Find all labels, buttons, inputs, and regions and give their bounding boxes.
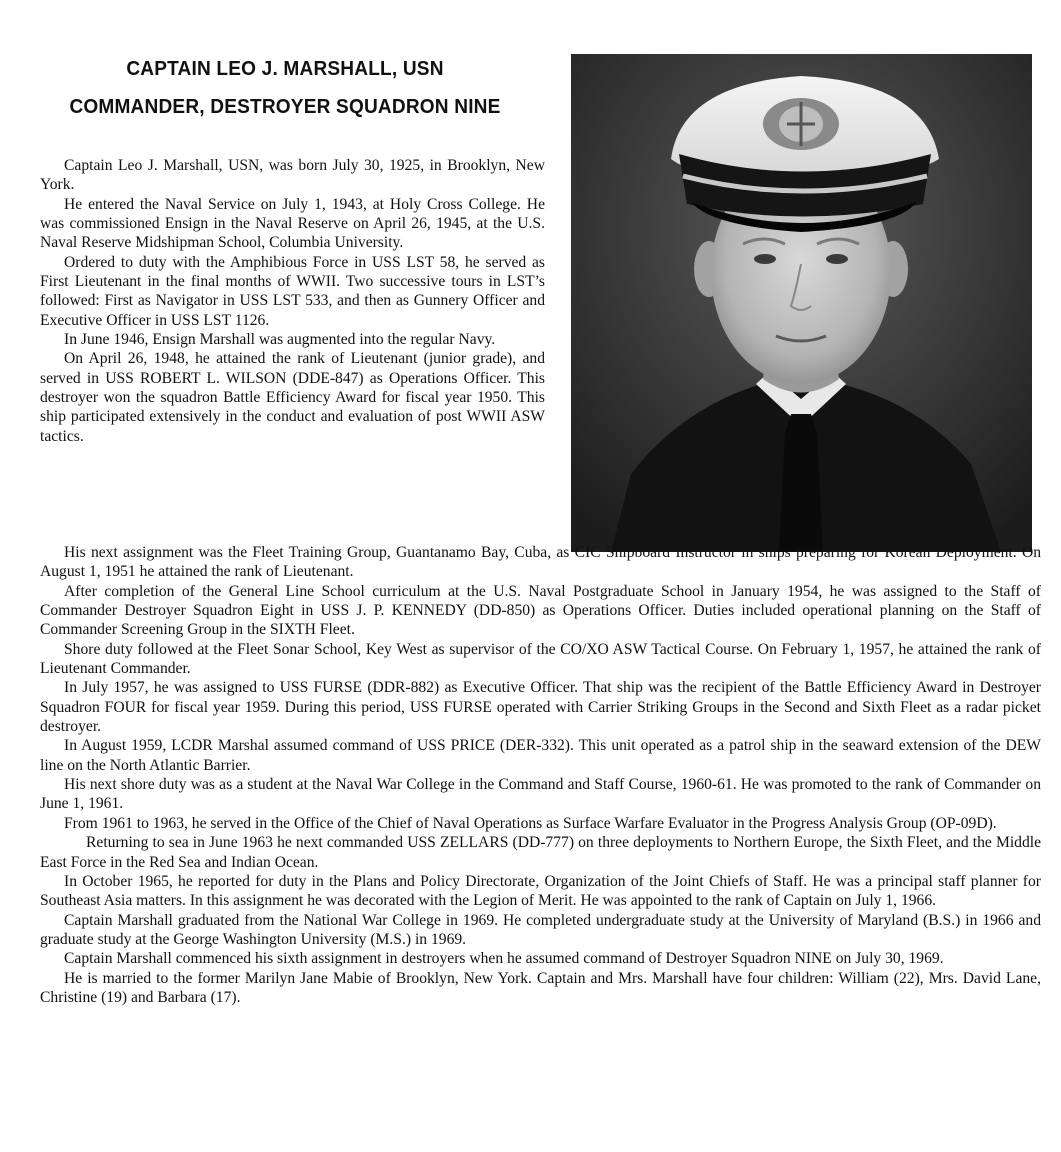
bio-paragraph: He entered the Naval Service on July 1, 1943, at Holy Cross College. He was commissioned Ensign in the Naval Reserve on April 26, 1945, at the U.S. Naval Reserve Midshipman School, Columbia University. [40,195,545,252]
bio-paragraph: In June 1946, Ensign Marshall was augmented into the regular Navy. [64,331,496,349]
bio-paragraph: Captain Marshall commenced his sixth assignment in destroyers when he assumed command of Destroyer Squadron NINE on July 30, 1969. [64,950,944,968]
bio-paragraph: On April 26, 1948, he attained the rank of Lieutenant (junior grade), and served in USS ROBERT L. WILSON (DDE-847) as Operations Officer. This destroyer won the squadron Battle Efficiency Award for fiscal year 1950. This ship participated extensively in the conduct and evaluation of post WWII ASW tactics. [40,350,545,445]
bio-paragraph: He is married to the former Marilyn Jane Mabie of Brooklyn, New York. Captain and Mrs. Marshall have four children: William (22), Mrs. David Lane, Christine (19) and Barbara (17). [40,969,1041,1006]
bio-paragraph: Captain Leo J. Marshall, USN, was born July 30, 1925, in Brooklyn, New York. [40,157,545,194]
bio-paragraph: After completion of the General Line School curriculum at the U.S. Naval Postgraduate School in January 1954, he was assigned to the Staff of Commander Destroyer Squadron Eight in USS J. P. KENNEDY (DD-850) as Operations Officer. Duties included operational planning on the Staff of Commander Screening Group in the SIXTH Fleet. [40,582,1041,639]
portrait-photo [571,54,1032,552]
page-title: CAPTAIN LEO J. MARSHALL, USN [126,57,444,80]
bio-paragraph: In August 1959, LCDR Marshal assumed command of USS PRICE (DER-332). This unit operated as a patrol ship in the seaward extension of the DEW line on the North Atlantic Barrier. [40,737,1041,774]
bio-paragraph: In October 1965, he reported for duty in the Plans and Policy Directorate, Organization of the Joint Chiefs of Staff. He was a principal staff planner for Southeast Asia matters. In this assignment he was decorated with the Legion of Merit. He was appointed to the rank of Captain on July 1, 1966. [40,872,1041,910]
bio-column-text [40,156,545,446]
bio-paragraph: In July 1957, he was assigned to USS FURSE (DDR-882) as Executive Officer. That ship was the recipient of the Battle Efficiency Award in Destroyer Squadron FOUR for fiscal year 1959. During this period, USS FURSE operated with Carrier Striking Groups in the Second and Sixth Fleet as a radar picket destroyer. [40,679,1041,736]
bio-full-width-text [40,543,1041,1007]
bio-paragraph: Captain Marshall graduated from the National War College in 1969. He completed undergraduate study at the University of Maryland (B.S.) in 1966 and graduate study at the George Washington University (M.S.) in 1969. [40,911,1041,948]
bio-paragraph: His next assignment was the Fleet Training Group, Guantanamo Bay, Cuba, as CIC Shipboard Instructor in ships preparing for Korean Deployment. On August 1, 1951 he attained the rank of Lieutenant. [40,544,1041,581]
bio-paragraph: Ordered to duty with the Amphibious Force in USS LST 58, he served as First Lieutenant in the final months of WWII. Two successive tours in LST’s followed: First as Navigator in USS LST 533, and then as Gunnery Officer and Executive Officer in USS LST 1126. [40,253,545,329]
bio-paragraph: From 1961 to 1963, he served in the Office of the Chief of Naval Operations as Surface Warfare Evaluator in the Progress Analysis Group (OP-09D). [64,814,997,832]
bio-paragraph: His next shore duty was as a student at the Naval War College in the Command and Staff Course, 1960-61. He was promoted to the rank of Commander on June 1, 1961. [40,776,1041,813]
page-subtitle: COMMANDER, DESTROYER SQUADRON NINE [69,95,501,118]
bio-paragraph: Returning to sea in June 1963 he next commanded USS ZELLARS (DD-777) on three deployments to Northern Europe, the Sixth Fleet, and the Middle East Force in the Red Sea and Indian Ocean. [40,834,1041,871]
bio-paragraph: Shore duty followed at the Fleet Sonar School, Key West as supervisor of the CO/XO ASW Tactical Course. On February 1, 1957, he attained the rank of Lieutenant Commander. [40,640,1041,678]
